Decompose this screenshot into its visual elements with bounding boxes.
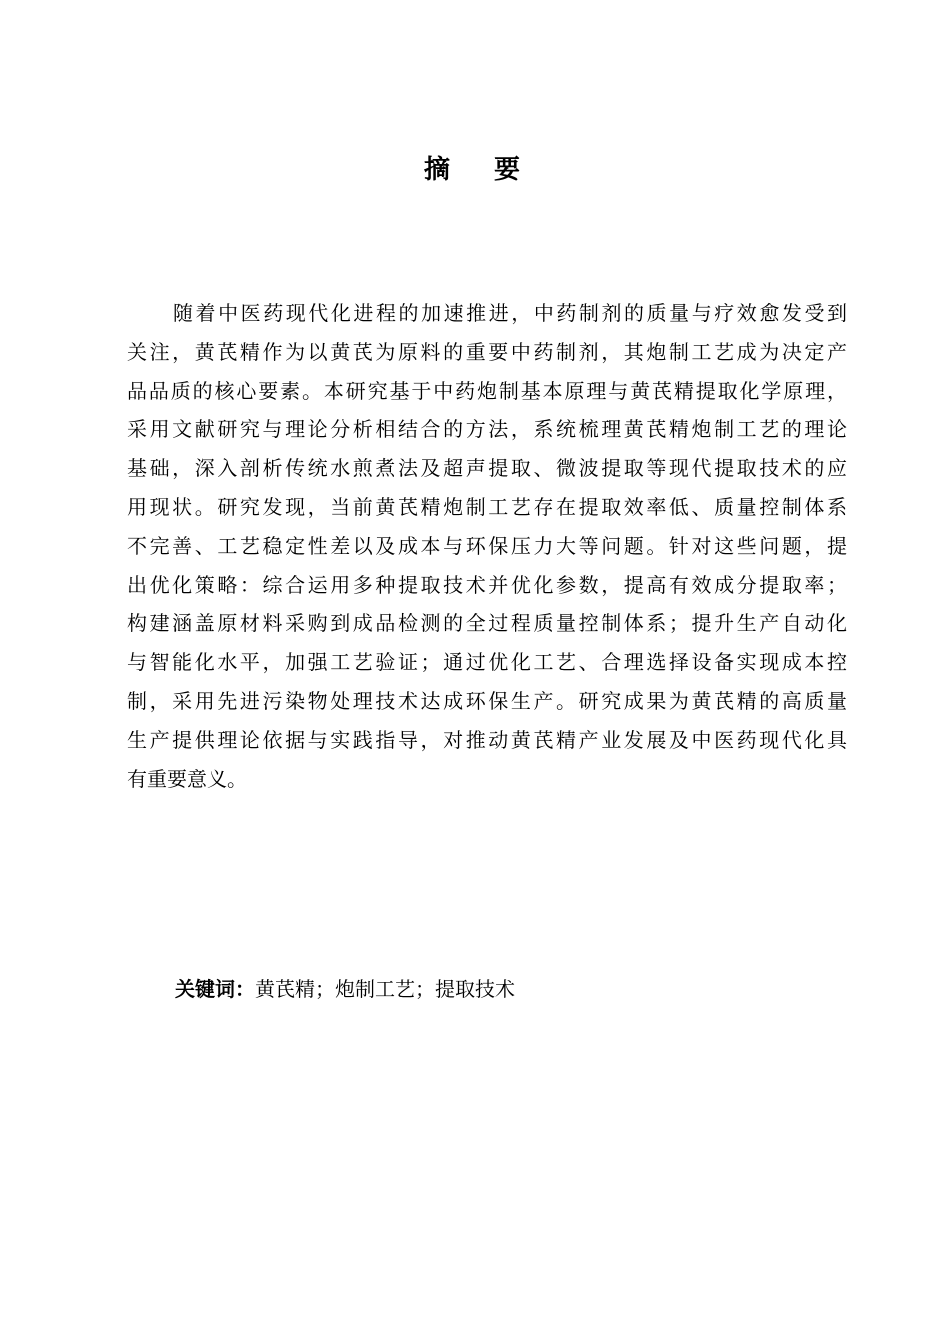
abstract-line: 制，采用先进污染物处理技术达成环保生产。研究成果为黄芪精的高质量	[127, 688, 847, 713]
abstract-line: 不完善、工艺稳定性差以及成本与环保压力大等问题。针对这些问题，提	[127, 533, 847, 558]
keywords-label: 关键词：	[175, 977, 255, 1001]
abstract-line: 品品质的核心要素。本研究基于中药炮制基本原理与黄芪精提取化学原理，	[127, 378, 847, 403]
abstract-line: 用现状。研究发现，当前黄芪精炮制工艺存在提取效率低、质量控制体系	[127, 494, 847, 519]
abstract-line: 采用文献研究与理论分析相结合的方法，系统梳理黄芪精炮制工艺的理论	[127, 417, 847, 442]
keywords-text: 黄芪精；炮制工艺；提取技术	[255, 977, 515, 1001]
abstract-line: 有重要意义。	[127, 766, 247, 791]
abstract-line: 关注，黄芪精作为以黄芪为原料的重要中药制剂，其炮制工艺成为决定产	[127, 339, 847, 364]
abstract-line: 生产提供理论依据与实践指导，对推动黄芪精产业发展及中医药现代化具	[127, 727, 847, 752]
abstract-line: 出优化策略：综合运用多种提取技术并优化参数，提高有效成分提取率；	[127, 572, 847, 597]
abstract-body	[127, 294, 847, 798]
keywords-line	[175, 970, 515, 1008]
abstract-line: 构建涵盖原材料采购到成品检测的全过程质量控制体系；提升生产自动化	[127, 611, 847, 636]
abstract-title: 摘要	[423, 155, 564, 185]
abstract-line: 基础，深入剖析传统水煎煮法及超声提取、微波提取等现代提取技术的应	[127, 456, 847, 481]
abstract-line: 随着中医药现代化进程的加速推进，中药制剂的质量与疗效愈发受到	[173, 301, 847, 325]
abstract-line: 与智能化水平，加强工艺验证；通过优化工艺、合理选择设备实现成本控	[127, 650, 847, 675]
